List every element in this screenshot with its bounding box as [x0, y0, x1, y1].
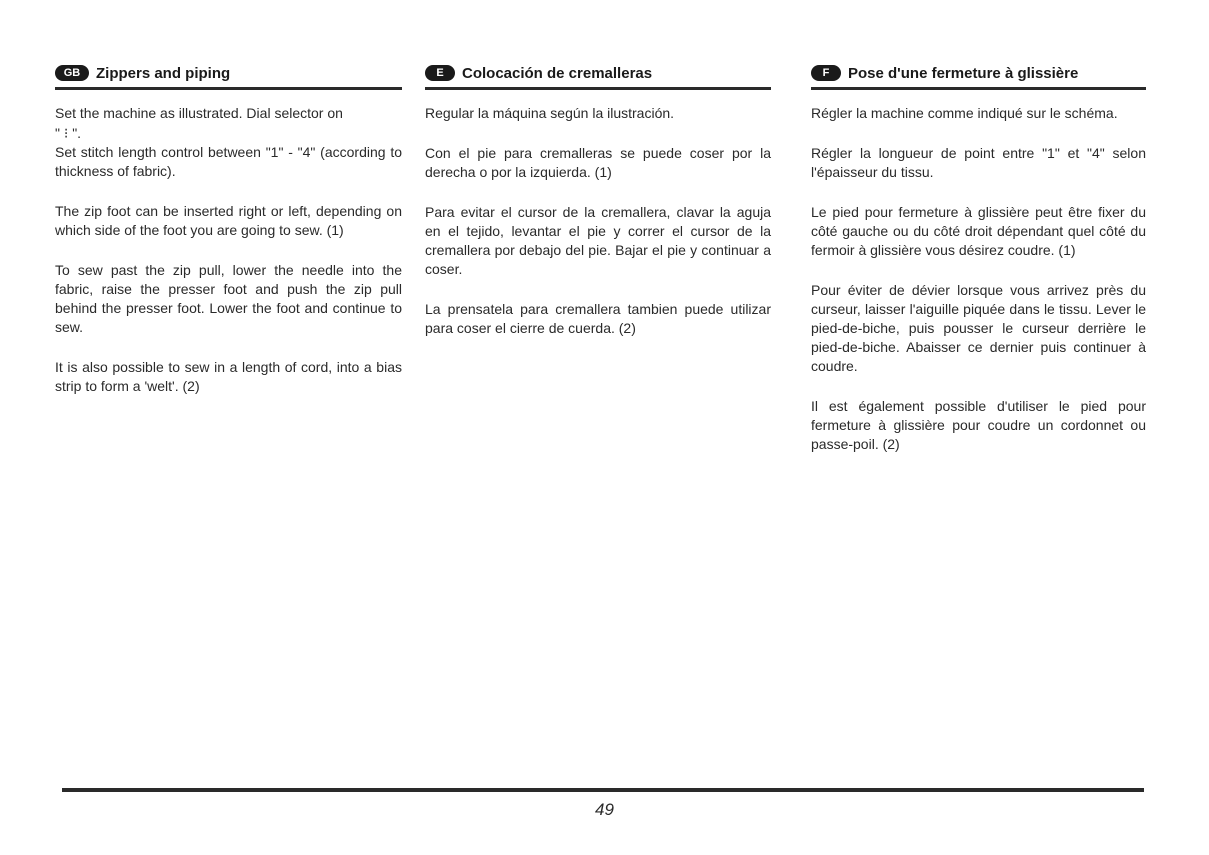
section-heading-english: [55, 62, 402, 90]
paragraph-line: Set stitch length control between "1" - "4" (according to thickness of fabric).: [55, 143, 402, 179]
paragraph-cord: It is also possible to sew in a length of cord, into a bias strip to form a 'welt'. (2): [55, 358, 402, 394]
paragraph-cord: La prensatela para cremallera tambien puede utilizar para coser el cierre de cuerda. (2): [425, 301, 771, 336]
section-english: [55, 62, 402, 417]
paragraph-settings: Régler la machine comme indiqué sur le schéma.: [811, 105, 1118, 121]
language-badge-gb: GB: [55, 65, 89, 81]
paragraph-stitch-length: Régler la longueur de point entre "1" et "4" selon l'épaisseur du tissu.: [811, 145, 1146, 180]
paragraph-zip-pull: Pour éviter de dévier lorsque vous arrivez près du curseur, laisser l'aiguille piquée dans le tissu. Lever le pied-de-biche, puis pousser le curseur derrière le pied-de-biche. Abaisser ce dernier puis continuer à coudre.: [811, 282, 1146, 374]
section-heading-french: [811, 62, 1146, 90]
stitch-symbol: " ⁝ ".: [55, 124, 82, 141]
page-number: 49: [595, 800, 614, 819]
paragraph-zip-foot: The zip foot can be inserted right or left, depending on which side of the foot you are going to sew. (1): [55, 202, 402, 238]
heading-text: Colocación de cremalleras: [462, 64, 653, 82]
paragraph-zip-pull: Para evitar el cursor de la cremallera, clavar la aguja en el tejido, levantar el pie y correr el cursor de la cremallera por debajo del pie. Bajar el pie y continuar a coser.: [425, 204, 771, 277]
heading-text: Pose d'une fermeture à glissière: [848, 64, 1079, 82]
paragraph-cord: Il est également possible d'utiliser le pied pour fermeture à glissière pour coudre un cordonnet ou passe-poil. (2): [811, 398, 1146, 452]
section-french: [811, 62, 1146, 475]
paragraph-zip-pull: To sew past the zip pull, lower the needle into the fabric, raise the presser foot and push the zip pull behind the presser foot. Lower the foot and continue to sew.: [55, 261, 402, 335]
section-heading-spanish: [425, 62, 771, 90]
paragraph-settings: Regular la máquina según la ilustración.: [425, 105, 675, 121]
section-spanish: [425, 62, 771, 359]
paragraph-line: Set the machine as illustrated. Dial selector on: [55, 105, 343, 121]
paragraph-settings: [55, 104, 402, 181]
language-badge-f: F: [811, 65, 841, 81]
footer-divider: [62, 788, 1144, 792]
paragraph-zip-foot: Le pied pour fermeture à glissière peut être fixer du côté gauche ou du côté droit dépendant quel côté du fermoir à glissière vous désirez coudre. (1): [811, 204, 1146, 258]
heading-text: Zippers and piping: [96, 64, 231, 82]
paragraph-zip-foot: Con el pie para cremalleras se puede coser por la derecha o por la izquierda. (1): [425, 145, 771, 180]
language-badge-e: E: [425, 65, 455, 81]
